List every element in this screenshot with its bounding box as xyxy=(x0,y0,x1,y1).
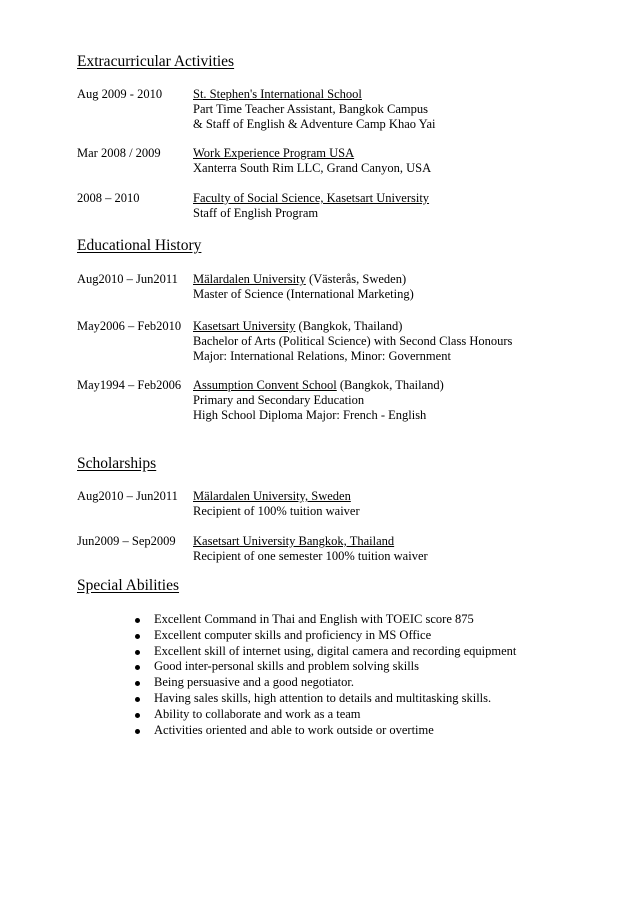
list-item: Excellent skill of internet using, digital camera and recording equipment xyxy=(135,644,516,660)
entry-date: 2008 – 2010 xyxy=(77,191,140,205)
entry-organization: Kasetsart University Bangkok, Thailand xyxy=(193,534,395,548)
entry-organization: Kasetsart University xyxy=(193,319,296,333)
entry-organization: Work Experience Program USA xyxy=(193,146,355,160)
entry-detail: Bachelor of Arts (Political Science) with Second Class Honours xyxy=(193,334,513,348)
bullet-icon xyxy=(135,634,140,639)
list-item: Ability to collaborate and work as a team xyxy=(135,707,516,723)
entry-location: (Bangkok, Thailand) xyxy=(336,378,444,392)
entry-detail: Staff of English Program xyxy=(193,206,319,220)
entry-detail: Xanterra South Rim LLC, Grand Canyon, USA xyxy=(193,161,432,175)
section-heading-extracurricular: Extracurricular Activities xyxy=(77,53,235,70)
entry-location: (Bangkok, Thailand) xyxy=(295,319,403,333)
entry-date: Mar 2008 / 2009 xyxy=(77,146,161,160)
bullet-icon xyxy=(135,618,140,623)
entry-detail: Major: International Relations, Minor: Government xyxy=(193,349,451,363)
section-heading-scholarships: Scholarships xyxy=(77,455,157,472)
entry-organization: Mälardalen University xyxy=(193,272,306,286)
entry-organization: Mälardalen University, Sweden xyxy=(193,489,351,503)
abilities-list xyxy=(135,612,516,738)
entry-detail: Recipient of 100% tuition waiver xyxy=(193,504,360,518)
entry-detail: Primary and Secondary Education xyxy=(193,393,365,407)
entry-date: Jun2009 – Sep2009 xyxy=(77,534,176,548)
bullet-icon xyxy=(135,729,140,734)
bullet-icon xyxy=(135,713,140,718)
entry-detail: Master of Science (International Marketing) xyxy=(193,287,414,301)
entry-detail: Part Time Teacher Assistant, Bangkok Campus xyxy=(193,102,428,116)
entry-date: May2006 – Feb2010 xyxy=(77,319,182,333)
list-item: Activities oriented and able to work outside or overtime xyxy=(135,723,516,739)
entry-detail: Recipient of one semester 100% tuition waiver xyxy=(193,549,428,563)
section-heading-abilities: Special Abilities xyxy=(77,577,180,594)
entry-organization: St. Stephen's International School xyxy=(193,87,362,101)
entry-organization: Assumption Convent School xyxy=(193,378,337,392)
entry-detail: & Staff of English & Adventure Camp Khao Yai xyxy=(193,117,436,131)
bullet-icon xyxy=(135,681,140,686)
bullet-icon xyxy=(135,650,140,655)
bullet-icon xyxy=(135,697,140,702)
entry-organization: Faculty of Social Science, Kasetsart University xyxy=(193,191,430,205)
section-heading-education: Educational History xyxy=(77,237,202,254)
list-item: Excellent computer skills and proficiency in MS Office xyxy=(135,628,516,644)
list-item: Excellent Command in Thai and English with TOEIC score 875 xyxy=(135,612,516,628)
list-item: Good inter-personal skills and problem solving skills xyxy=(135,659,516,675)
entry-date: Aug2010 – Jun2011 xyxy=(77,489,178,503)
list-item: Being persuasive and a good negotiator. xyxy=(135,675,516,691)
entry-location: (Västerås, Sweden) xyxy=(305,272,407,286)
entry-date: May1994 – Feb2006 xyxy=(77,378,182,392)
entry-date: Aug2010 – Jun2011 xyxy=(77,272,178,286)
bullet-icon xyxy=(135,665,140,670)
entry-date: Aug 2009 - 2010 xyxy=(77,87,163,101)
list-item: Having sales skills, high attention to details and multitasking skills. xyxy=(135,691,516,707)
entry-detail: High School Diploma Major: French - English xyxy=(193,408,427,422)
